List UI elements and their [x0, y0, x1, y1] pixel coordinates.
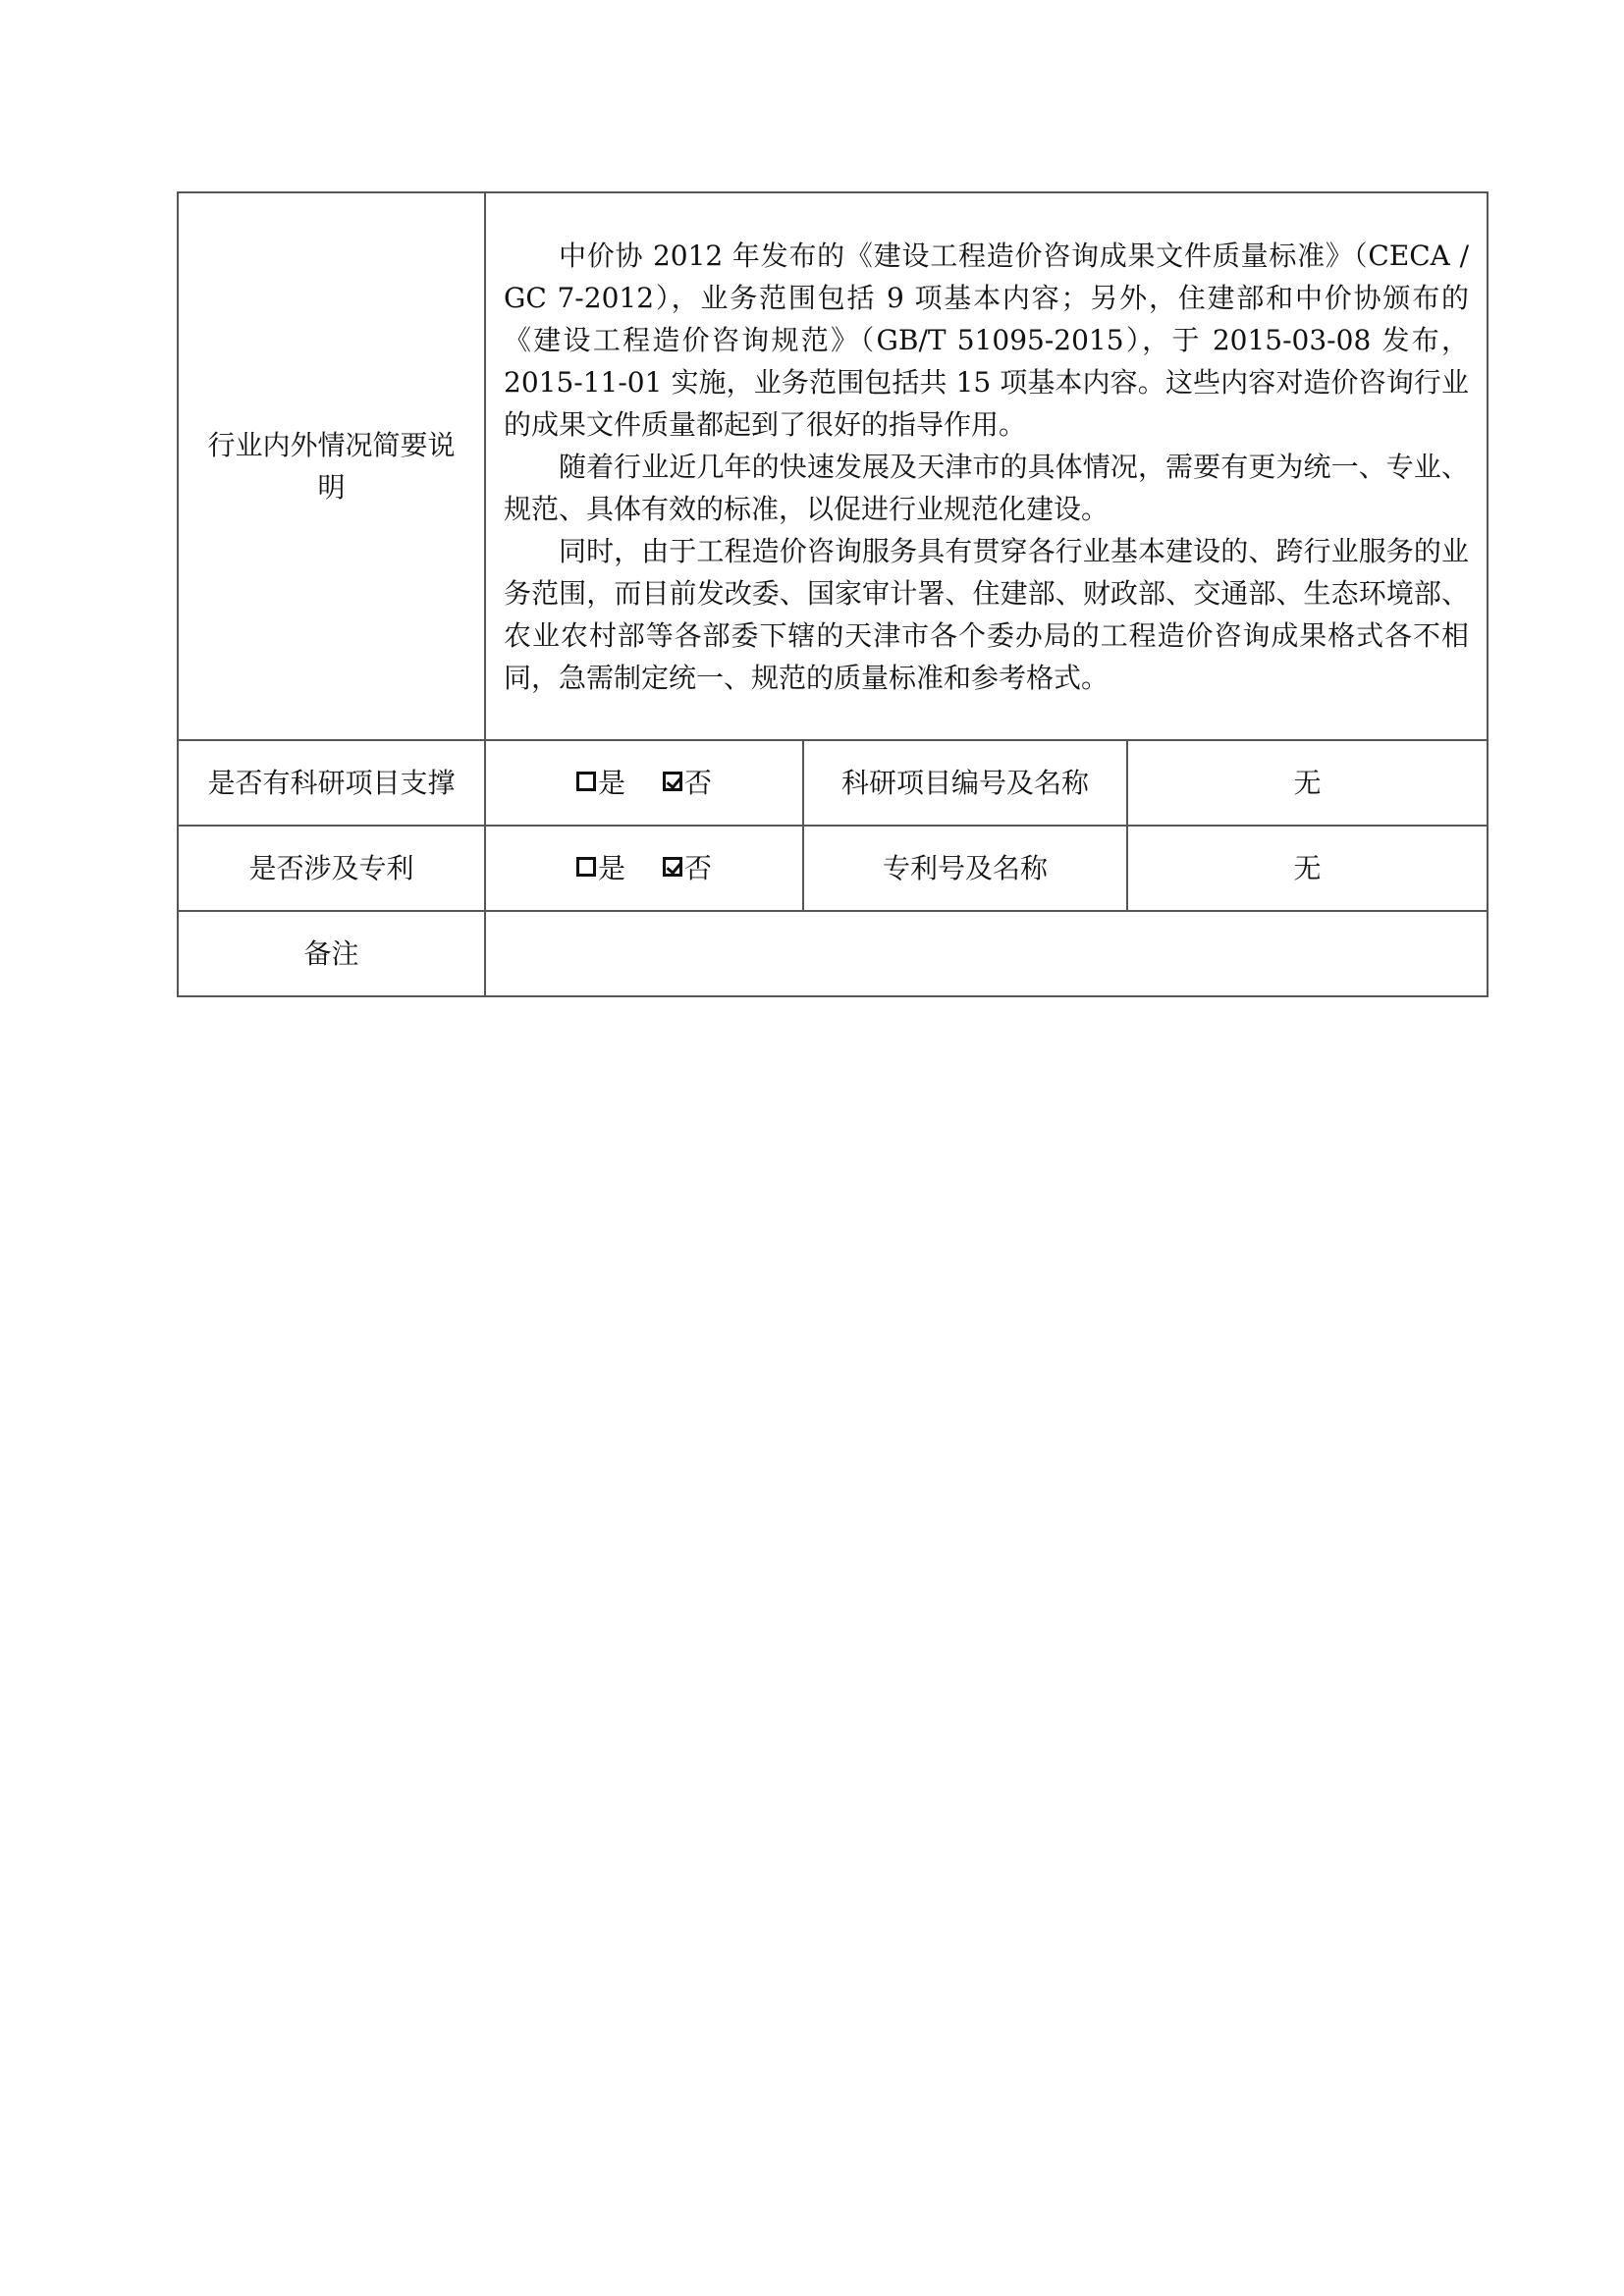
research-no-option[interactable] [663, 762, 712, 804]
research-no-checkbox[interactable] [663, 772, 682, 791]
industry-description-row [178, 192, 1488, 740]
patent-field-label: 专利号及名称 [803, 826, 1127, 911]
research-yes-label: 是 [597, 766, 625, 799]
remarks-row [178, 911, 1488, 996]
patent-yes-option[interactable] [576, 847, 625, 889]
remarks-value[interactable] [485, 911, 1488, 996]
patent-row [178, 826, 1488, 911]
remarks-label: 备注 [178, 911, 485, 996]
patent-options [485, 826, 803, 911]
patent-field-value: 无 [1127, 826, 1488, 911]
research-yes-checkbox[interactable] [576, 772, 596, 791]
research-project-field-label: 科研项目编号及名称 [803, 740, 1127, 826]
research-support-label: 是否有科研项目支撑 [178, 740, 485, 826]
patent-yes-checkbox[interactable] [576, 857, 596, 877]
description-paragraph-2: 随着行业近几年的快速发展及天津市的具体情况，需要有更为统一、专业、规范、具体有效的标准，以促进行业规范化建设。 [504, 451, 1469, 525]
patent-no-checkbox[interactable] [663, 857, 682, 877]
patent-label: 是否涉及专利 [178, 826, 485, 911]
research-support-options [485, 740, 803, 826]
standard-info-table [177, 191, 1489, 997]
description-paragraph-3: 同时，由于工程造价咨询服务具有贯穿各行业基本建设的、跨行业服务的业务范围，而目前发改委、国家审计署、住建部、财政部、交通部、生态环境部、农业农村部等各部委下辖的天津市各个委办局的工程造价咨询成果格式各不相同，急需制定统一、规范的质量标准和参考格式。 [504, 535, 1469, 694]
industry-description-label: 行业内外情况简要说明 [178, 192, 485, 740]
research-project-field-value: 无 [1127, 740, 1488, 826]
research-no-label: 否 [684, 766, 713, 799]
industry-description-content [485, 192, 1488, 740]
research-yes-option[interactable] [576, 762, 625, 804]
description-paragraph-1: 中价协 2012 年发布的《建设工程造价咨询成果文件质量标准》（CECA / GC 7-2012），业务范围包括 9 项基本内容；另外，住建部和中价协颁布的《建设工程造价咨询规范》（GB/T 51095-2015），于 2015-03-08 发布，2015-11-01 实施，业务范围包括共 15 项基本内容。这些内容对造价咨询行业的成果文件质量都起到了很好的指导作用。 [504, 240, 1469, 441]
research-support-row [178, 740, 1488, 826]
patent-no-option[interactable] [663, 847, 712, 889]
patent-yes-label: 是 [597, 851, 625, 884]
patent-no-label: 否 [684, 851, 713, 884]
